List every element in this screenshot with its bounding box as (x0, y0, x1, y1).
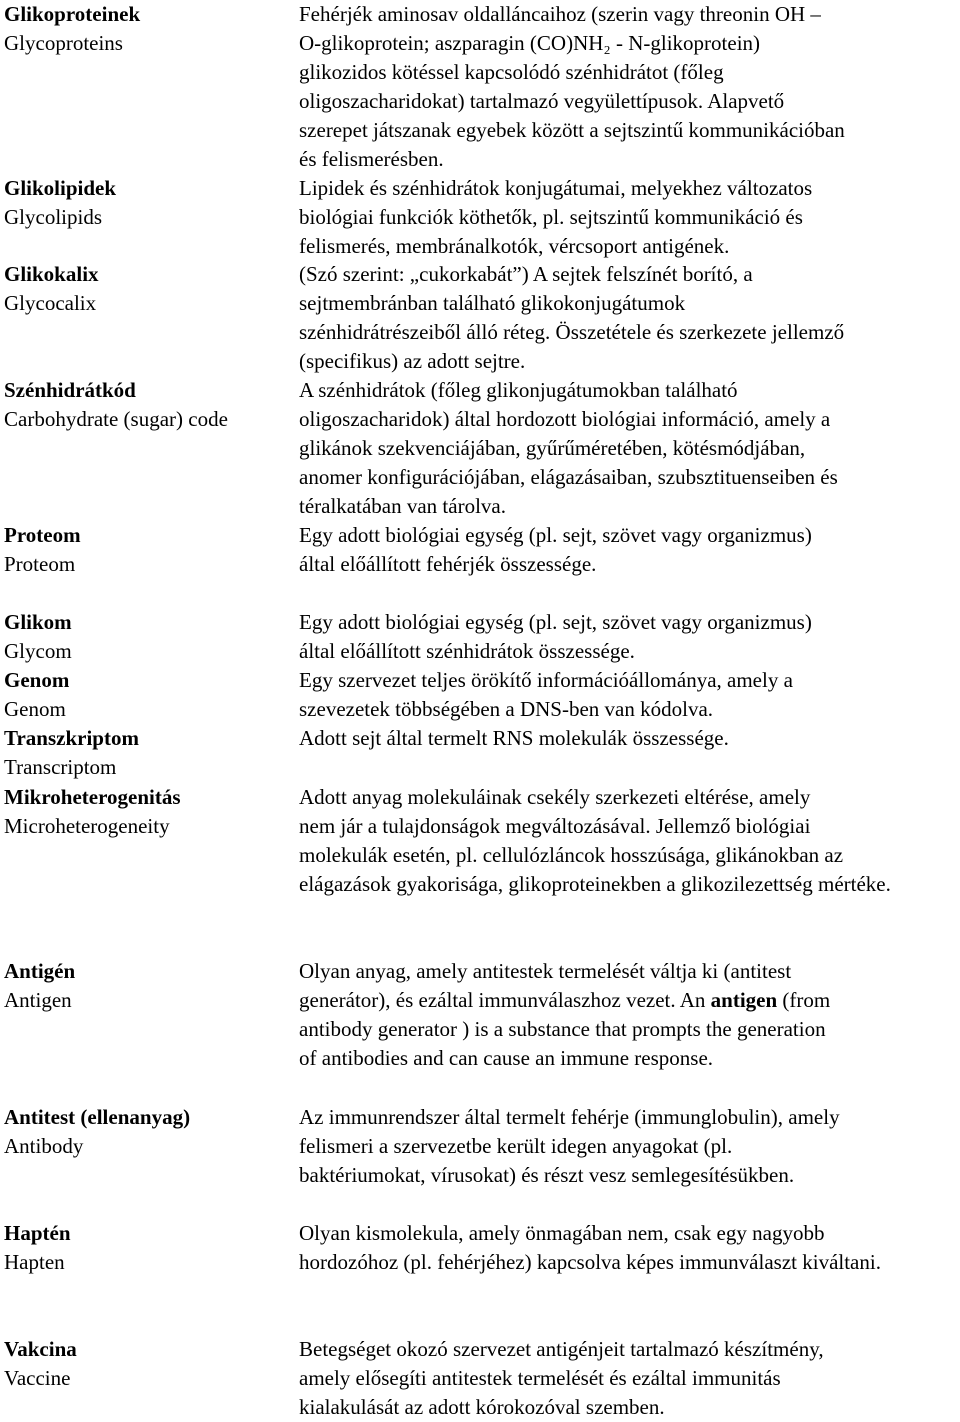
definition-line: of antibodies and can cause an immune response. (299, 1046, 714, 1070)
definition-line: kiváltani. (802, 1250, 881, 1274)
term-cell (4, 1335, 289, 1393)
definition-line: glikánok szekvenciájában, gyűrűméretében, kötésmódjában, (299, 436, 806, 460)
definition-line: felismeri a szervezetbe került idegen anyagokat (pl. (299, 1134, 733, 1158)
term-english: Glycocalix (4, 291, 97, 315)
definition-line: (specifikus) az adott sejtre. (299, 349, 526, 373)
definition-line: és felismerésben. (299, 147, 444, 171)
term-hungarian: Glikoproteinek (4, 2, 141, 26)
term-english: Glycoproteins (4, 31, 123, 55)
definition (299, 1335, 958, 1422)
term-hungarian: Genom (4, 668, 70, 692)
term-cell (4, 608, 289, 666)
definition-line: (Szó szerint: „cukorkabát”) A sejtek felszínét borító, a (299, 262, 753, 286)
definition (299, 376, 958, 521)
definition-line: oligoszacharidokat) tartalmazó vegyülettípusok. Alapvető (299, 89, 785, 113)
definition-line: mértéke. (817, 872, 891, 896)
definition-line: Fehérjék aminosav oldalláncaihoz (szerin vagy threonin OH – (299, 2, 821, 26)
term-cell (4, 0, 289, 58)
term-english: Transcriptom (4, 755, 117, 779)
definition (299, 521, 958, 579)
definition-line: amely elősegíti antitestek termelését és ezáltal immunitás (299, 1366, 781, 1390)
term-hungarian: Szénhidrátkód (4, 378, 136, 402)
definition (299, 1219, 958, 1277)
definition-line: Adott anyag molekuláinak csekély szerkezeti eltérése, amely (299, 785, 811, 809)
term-english: Vaccine (4, 1366, 71, 1390)
definition-line: generátor), és ezáltal immunválaszhoz vezet. An antigen (from (299, 988, 831, 1012)
definition (299, 666, 958, 724)
definition-line: által előállított fehérjék összessége. (299, 552, 597, 576)
definition-line: O-glikoprotein; aszparagin (CO)NH₂ - N-glikoprotein) (299, 31, 761, 55)
definition-line: antibody generator ) is a substance that prompts the generation (299, 1017, 826, 1041)
term-cell (4, 521, 289, 579)
term-cell (4, 1219, 289, 1277)
emphasized-term: antigen (710, 988, 778, 1012)
definition (299, 724, 958, 753)
definition-line: Betegséget okozó szervezet antigénjeit tartalmazó készítmény, (299, 1337, 824, 1361)
definition-line: Egy adott biológiai egység (pl. sejt, szövet vagy organizmus) (299, 610, 812, 634)
definition-line: által előállított szénhidrátok összessége. (299, 639, 635, 663)
term-english: Glycolipids (4, 205, 102, 229)
definition (299, 608, 958, 666)
term-hungarian: Glikolipidek (4, 176, 117, 200)
term-cell (4, 260, 289, 318)
term-cell (4, 957, 289, 1015)
definition-line: hordozóhoz (pl. fehérjéhez) kapcsolva képes immunválaszt (299, 1250, 797, 1274)
term-cell (4, 783, 289, 841)
definition-line: molekulák esetén, pl. cellulózláncok hosszúsága, glikánokban az (299, 843, 844, 867)
definition-line: baktériumokat, vírusokat) és részt vesz semlegesítésükben. (299, 1163, 795, 1187)
term-hungarian: Mikroheterogenitás (4, 785, 181, 809)
definition-line: Lipidek és szénhidrátok konjugátumai, melyekhez változatos (299, 176, 813, 200)
definition (299, 174, 958, 261)
term-english: Proteom (4, 552, 76, 576)
definition (299, 783, 958, 899)
term-english: Antigen (4, 988, 72, 1012)
term-hungarian: Vakcina (4, 1337, 77, 1361)
definition-line: kialakulását az adott kórokozóval szemben. (299, 1395, 665, 1419)
term-english: Genom (4, 697, 66, 721)
definition (299, 957, 958, 1073)
definition (299, 260, 958, 376)
term-hungarian: Proteom (4, 523, 81, 547)
definition-line: glikozidos kötéssel kapcsolódó szénhidrátot (főleg (299, 60, 724, 84)
definition-line: Olyan kismolekula, amely önmagában nem, csak egy nagyobb (299, 1221, 825, 1245)
definition-line: Olyan anyag, amely antitestek termelését váltja ki (antitest (299, 959, 792, 983)
term-cell (4, 724, 289, 782)
term-hungarian: Glikokalix (4, 262, 99, 286)
term-english: Microheterogeneity (4, 814, 170, 838)
term-hungarian: Haptén (4, 1221, 71, 1245)
term-cell (4, 666, 289, 724)
term-cell (4, 376, 289, 434)
definition-line: téralkatában van tárolva. (299, 494, 506, 518)
term-english: Antibody (4, 1134, 84, 1158)
definition-line: oligoszacharidok) által hordozott biológiai információ, amely a (299, 407, 831, 431)
term-cell (4, 174, 289, 232)
definition-line: sejtmembránban található glikokonjugátumok (299, 291, 686, 315)
definition-line: szerepet játszanak egyebek között a sejtszintű kommunikációban (299, 118, 845, 142)
definition-line: nem jár a tulajdonságok megváltozásával. Jellemző biológiai (299, 814, 811, 838)
term-english: Carbohydrate (sugar) code (4, 407, 228, 431)
definition-line: biológiai funkciók köthetők, pl. sejtszintű kommunikáció és (299, 205, 803, 229)
term-hungarian: Antigén (4, 959, 76, 983)
definition-line: Adott sejt által termelt RNS molekulák összessége. (299, 726, 729, 750)
definition-line: szénhidrátrészeiből álló réteg. Összetétele és szerkezete jellemző (299, 320, 845, 344)
definition-line: A szénhidrátok (főleg glikonjugátumokban található (299, 378, 738, 402)
definition-line: Az immunrendszer által termelt fehérje (immunglobulin), amely (299, 1105, 840, 1129)
term-english: Hapten (4, 1250, 65, 1274)
definition-line: elágazások gyakorisága, glikoproteinekben a glikozilezettség (299, 872, 813, 896)
definition-line: szevezetek többségében a DNS-ben van kódolva. (299, 697, 714, 721)
term-english: Glycom (4, 639, 72, 663)
definition-line: Egy szervezet teljes örökítő információállománya, amely a (299, 668, 793, 692)
definition-line: anomer konfigurációjában, elágazásaiban, szubsztituenseiben és (299, 465, 838, 489)
term-cell (4, 1103, 289, 1161)
definition-line: felismerés, membránalkotók, vércsoport antigének. (299, 234, 730, 258)
term-hungarian: Glikom (4, 610, 72, 634)
definition (299, 1103, 958, 1190)
term-hungarian: Transzkriptom (4, 726, 139, 750)
term-hungarian: Antitest (ellenanyag) (4, 1105, 191, 1129)
definition-line: Egy adott biológiai egység (pl. sejt, szövet vagy organizmus) (299, 523, 812, 547)
definition (299, 0, 958, 174)
